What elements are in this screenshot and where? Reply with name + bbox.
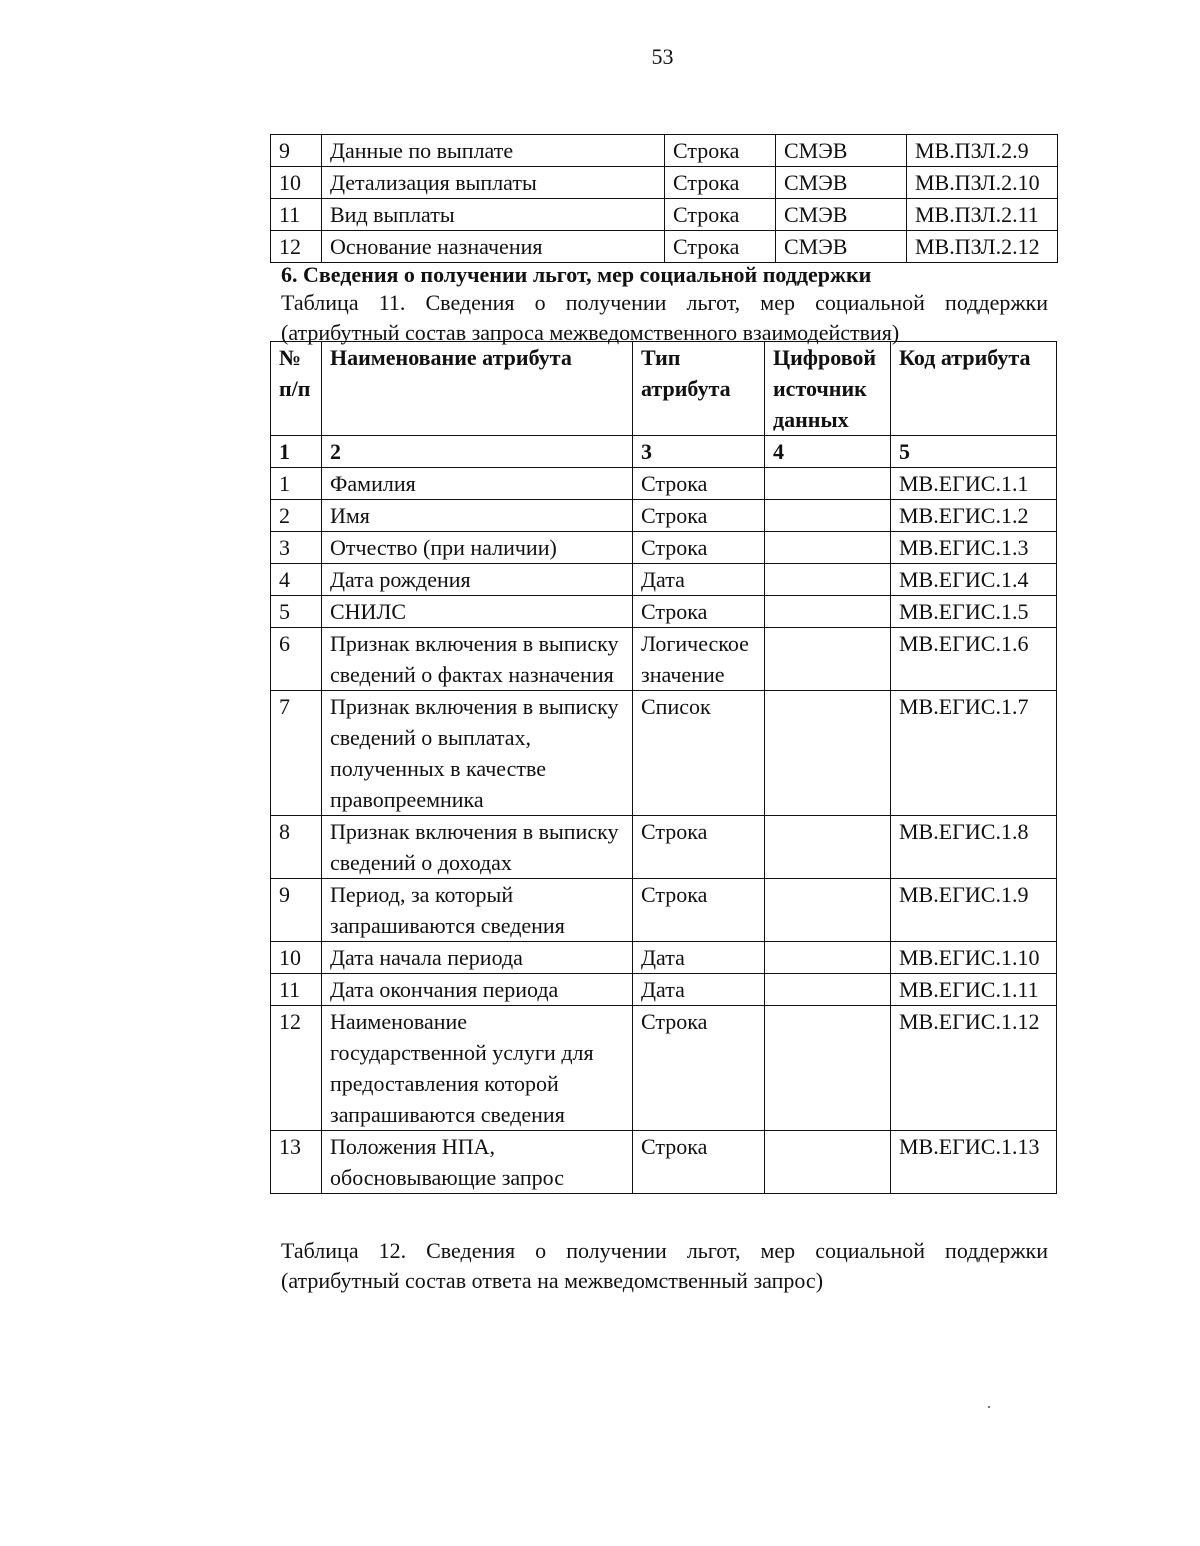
cell-number: 13 — [271, 1131, 322, 1194]
cell-attribute-type: Дата — [633, 974, 765, 1006]
table-row — [271, 1131, 1057, 1194]
cell-attribute-name: Основание назначения — [322, 231, 665, 263]
cell-number: 10 — [271, 942, 322, 974]
cell-attribute-type: Строка — [665, 167, 776, 199]
cell-data-source — [765, 942, 891, 974]
cell-attribute-name: Положения НПА, обосновывающие запрос — [322, 1131, 633, 1194]
cell-data-source — [765, 816, 891, 879]
cell-data-source: СМЭВ — [776, 199, 907, 231]
cell-number: 12 — [271, 231, 322, 263]
column-number: 1 — [271, 436, 322, 468]
table-row — [271, 879, 1057, 942]
table-row — [271, 691, 1057, 816]
cell-number: 8 — [271, 816, 322, 879]
column-number: 4 — [765, 436, 891, 468]
cell-data-source — [765, 879, 891, 942]
cell-number: 7 — [271, 691, 322, 816]
table-row — [271, 816, 1057, 879]
cell-attribute-name: Признак включения в выписку сведений о доходах — [322, 816, 633, 879]
cell-number: 12 — [271, 1006, 322, 1131]
cell-attribute-type: Дата — [633, 942, 765, 974]
cell-data-source — [765, 1131, 891, 1194]
cell-attribute-type: Строка — [633, 532, 765, 564]
table-row — [271, 167, 1058, 199]
cell-attribute-code: МВ.ЕГИС.1.4 — [891, 564, 1057, 596]
cell-attribute-code: МВ.ЕГИС.1.8 — [891, 816, 1057, 879]
page-number: 53 — [651, 44, 674, 69]
cell-attribute-code: МВ.ЕГИС.1.7 — [891, 691, 1057, 816]
cell-attribute-name: Дата окончания периода — [322, 974, 633, 1006]
header-attribute-type: Тип атрибута — [633, 342, 765, 436]
table-row — [271, 500, 1057, 532]
cell-attribute-type: Строка — [665, 135, 776, 167]
cell-number: 10 — [271, 167, 322, 199]
table-row — [271, 532, 1057, 564]
cell-number: 2 — [271, 500, 322, 532]
cell-data-source — [765, 500, 891, 532]
table-row — [271, 135, 1058, 167]
column-number: 3 — [633, 436, 765, 468]
table-11-body — [271, 468, 1057, 1194]
header-attribute-name: Наименование атрибута — [322, 342, 633, 436]
table-row — [271, 231, 1058, 263]
cell-data-source — [765, 532, 891, 564]
cell-number: 3 — [271, 532, 322, 564]
table-11-caption: Таблица 11. Сведения о получении льгот, мер социальной поддержки (атрибутный состав запроса межведомственного взаимодействия) — [281, 290, 1048, 345]
table-row — [271, 564, 1057, 596]
cell-attribute-type: Строка — [633, 1006, 765, 1131]
cell-number: 9 — [271, 135, 322, 167]
cell-attribute-name: Имя — [322, 500, 633, 532]
cell-attribute-code: МВ.ЕГИС.1.13 — [891, 1131, 1057, 1194]
cell-attribute-code: МВ.ЕГИС.1.9 — [891, 879, 1057, 942]
table-row — [271, 1006, 1057, 1131]
column-number: 5 — [891, 436, 1057, 468]
cell-attribute-name: СНИЛС — [322, 596, 633, 628]
cell-number: 1 — [271, 468, 322, 500]
cell-attribute-code: МВ.ЕГИС.1.3 — [891, 532, 1057, 564]
cell-data-source — [765, 628, 891, 691]
cell-attribute-name: Наименование государственной услуги для предоставления которой запрашиваются сведения — [322, 1006, 633, 1131]
cell-number: 11 — [271, 974, 322, 1006]
cell-data-source: СМЭВ — [776, 167, 907, 199]
cell-attribute-name: Данные по выплате — [322, 135, 665, 167]
cell-attribute-name: Отчество (при наличии) — [322, 532, 633, 564]
header-data-source: Цифровой источник данных — [765, 342, 891, 436]
cell-attribute-name: Вид выплаты — [322, 199, 665, 231]
cell-attribute-type: Логическое значение — [633, 628, 765, 691]
cell-attribute-type: Строка — [633, 596, 765, 628]
cell-attribute-type: Дата — [633, 564, 765, 596]
column-number: 2 — [322, 436, 633, 468]
cell-attribute-type: Строка — [633, 879, 765, 942]
cell-attribute-type: Строка — [665, 199, 776, 231]
table-12-caption: Таблица 12. Сведения о получении льгот, мер социальной поддержки (атрибутный состав ответа на межведомственный запрос) — [281, 1238, 1048, 1293]
cell-attribute-name: Фамилия — [322, 468, 633, 500]
cell-attribute-code: МВ.ЕГИС.1.10 — [891, 942, 1057, 974]
table-row — [271, 974, 1057, 1006]
cell-data-source — [765, 691, 891, 816]
cell-number: 4 — [271, 564, 322, 596]
cell-number: 6 — [271, 628, 322, 691]
section-heading: 6. Сведения о получении льгот, мер социальной поддержки — [281, 262, 872, 287]
continued-table — [270, 134, 1058, 263]
cell-data-source — [765, 564, 891, 596]
cell-attribute-code: МВ.ПЗЛ.2.12 — [907, 231, 1058, 263]
cell-attribute-type: Список — [633, 691, 765, 816]
cell-attribute-name: Признак включения в выписку сведений о выплатах, полученных в качестве правопреемника — [322, 691, 633, 816]
cell-number: 5 — [271, 596, 322, 628]
cell-attribute-type: Строка — [633, 500, 765, 532]
cell-attribute-name: Детализация выплаты — [322, 167, 665, 199]
cell-number: 11 — [271, 199, 322, 231]
cell-attribute-code: МВ.ЕГИС.1.1 — [891, 468, 1057, 500]
table-11 — [270, 341, 1057, 1194]
cell-attribute-code: МВ.ЕГИС.1.12 — [891, 1006, 1057, 1131]
table-row — [271, 628, 1057, 691]
cell-attribute-code: МВ.ЕГИС.1.11 — [891, 974, 1057, 1006]
cell-attribute-type: Строка — [633, 816, 765, 879]
header-number: № п/п — [271, 342, 322, 436]
cell-attribute-type: Строка — [665, 231, 776, 263]
cell-data-source — [765, 974, 891, 1006]
cell-attribute-type: Строка — [633, 468, 765, 500]
scan-speck — [988, 1406, 990, 1408]
cell-attribute-code: МВ.ЕГИС.1.2 — [891, 500, 1057, 532]
column-numbering-row — [271, 436, 1057, 468]
cell-attribute-name: Дата рождения — [322, 564, 633, 596]
cell-attribute-code: МВ.ЕГИС.1.5 — [891, 596, 1057, 628]
cell-attribute-code: МВ.ЕГИС.1.6 — [891, 628, 1057, 691]
table-row — [271, 468, 1057, 500]
cell-attribute-name: Период, за который запрашиваются сведения — [322, 879, 633, 942]
table-row — [271, 596, 1057, 628]
cell-data-source — [765, 1006, 891, 1131]
cell-number: 9 — [271, 879, 322, 942]
cell-data-source: СМЭВ — [776, 135, 907, 167]
table-row — [271, 942, 1057, 974]
table-header-row — [271, 342, 1057, 436]
cell-data-source: СМЭВ — [776, 231, 907, 263]
cell-data-source — [765, 596, 891, 628]
cell-attribute-code: МВ.ПЗЛ.2.11 — [907, 199, 1058, 231]
cell-attribute-name: Дата начала периода — [322, 942, 633, 974]
cell-attribute-code: МВ.ПЗЛ.2.10 — [907, 167, 1058, 199]
header-attribute-code: Код атрибута — [891, 342, 1057, 436]
cell-attribute-name: Признак включения в выписку сведений о фактах назначения — [322, 628, 633, 691]
table-row — [271, 199, 1058, 231]
cell-attribute-code: МВ.ПЗЛ.2.9 — [907, 135, 1058, 167]
cell-data-source — [765, 468, 891, 500]
cell-attribute-type: Строка — [633, 1131, 765, 1194]
